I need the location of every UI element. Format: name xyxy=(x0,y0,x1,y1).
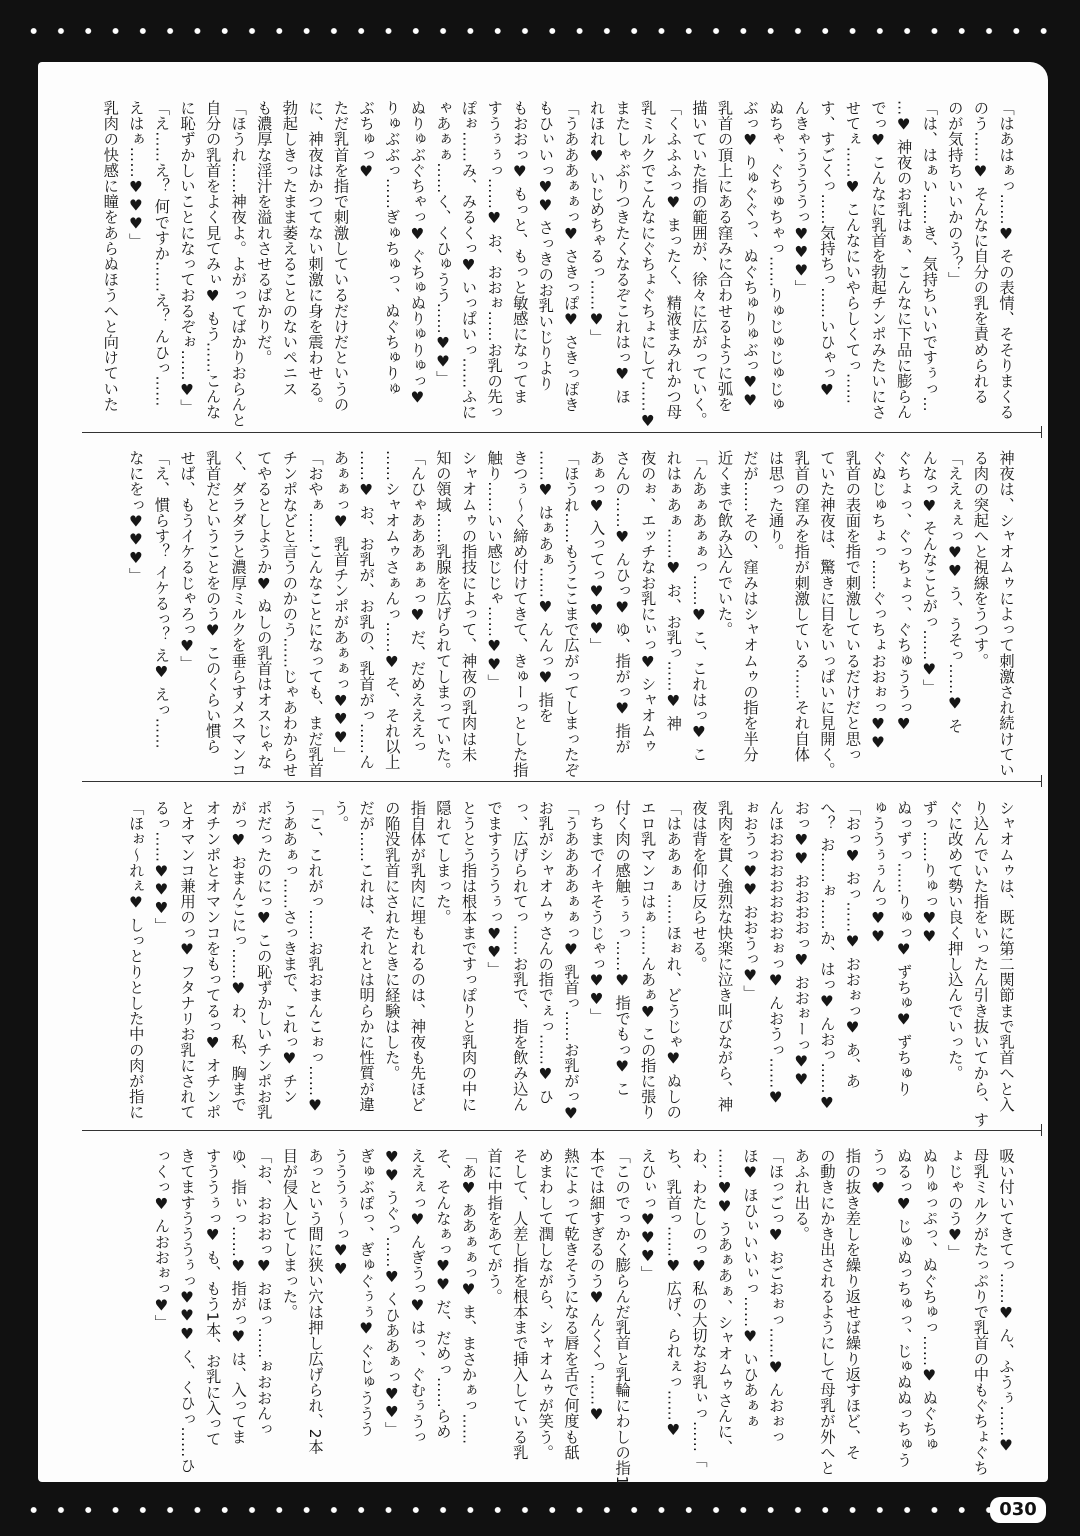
text-column: ぉおうっ♥♥ おおうっ♥」 xyxy=(741,800,760,1001)
text-column: ぬりゅっぷっ、ぬぐちゅっ……♥ ぬぐちゅ xyxy=(920,1148,939,1453)
text-column: れほれ♥ いじめちゃるっ……♥」 xyxy=(587,100,606,345)
text-column: …♥ 神夜のお乳はぁ、こんなに下品に膨らん xyxy=(894,100,913,420)
text-column: り込んでいた指をいったん引き抜いてから、す xyxy=(971,800,990,1128)
text-column: またしゃぶりつきたくなるぞこれはっ♥ ほ xyxy=(613,100,632,405)
text-column: きつぅ～く締め付けてきて、きゅーっとした指 xyxy=(510,450,529,778)
text-column: 「ほぉ～れぇ♥ しっとりとした中の肉が指に xyxy=(126,800,145,1120)
text-column: 近くまで飲み込んでいた。 xyxy=(715,450,734,638)
text-column: ぬるっ♥ じゅぬっちゅっ、じゅぬぬっちゅう xyxy=(894,1148,913,1468)
decorative-dot-border-bottom xyxy=(20,1504,990,1516)
text-column: 「はああぁぁ……ほぉれ、どうじゃ♥ ぬしの xyxy=(664,800,683,1120)
text-column: お乳がシャオムゥさんの指でぇっ……♥ ひ xyxy=(536,800,555,1105)
text-column: ぬりゅぶぐちゃっ♥ ぐちゅぬりゅりゅっ♥ xyxy=(408,100,427,407)
text-column: のう……♥ そんなに自分の乳を責められる xyxy=(971,100,990,405)
text-column: ていた神夜は、驚きに目をいっぱいに見開く。 xyxy=(817,450,836,778)
text-column: 神夜は、シャオムゥによって刺激され続けてい xyxy=(997,450,1015,778)
text-column: うううぅ～っ♥♥ xyxy=(331,1148,350,1279)
text-column: すううぅっ♥ も、もう1本、お乳に入って xyxy=(203,1148,222,1447)
text-column: 乳肉を貫く強烈な快楽に泣き叫びながら、神 xyxy=(715,800,734,1112)
text-column: 「こ、これがっ……お乳おまんこぉっ……♥ xyxy=(305,800,324,1115)
text-column: ♥♥ うぐっ……♥ くひああぁっ♥♥」 xyxy=(382,1148,401,1438)
text-column: もひぃいっ♥♥ さっきのお乳いじりより xyxy=(536,100,555,392)
text-column: なにをっ♥♥♥」 xyxy=(126,450,145,583)
text-column: あふれ出る。 xyxy=(792,1148,811,1242)
text-column: れはぁあぁ……♥ お、お乳っ……♥ 神 xyxy=(664,450,683,731)
text-column: っくっ♥ んおおぉっ♥」 xyxy=(152,1148,171,1331)
text-block-4 xyxy=(148,1148,1018,1486)
text-column: おっ♥♥ おおおおっ♥ おおぉーっ♥♥ xyxy=(792,800,811,1090)
text-column: ポだったのにっ♥ この恥ずかしいチンポお乳 xyxy=(254,800,273,1120)
text-column: 「ほうれ……神夜よ。よがってばかりおらんと xyxy=(229,100,248,428)
text-column: 「んひゃあああぁぁっ♥ だ、だめえええっ xyxy=(408,450,427,755)
text-column: 「うああああぁぁっ♥ 乳首っ……お乳がっ♥ xyxy=(561,800,580,1123)
text-column: さんの……♥ んひっ♥ ゆ、指がっ♥ 指が xyxy=(613,450,632,755)
text-column: ち、乳首っ……♥ 広げ、られぇっ……♥ xyxy=(664,1148,683,1440)
text-column: 乳首の窪みを指が刺激している……それ自体 xyxy=(792,450,811,762)
text-column: 「ほっごっ♥ おごおぉっ……♥ んおぉっ xyxy=(766,1148,785,1445)
text-column: ゆ、指ぃっ……♥ 指がっ♥ は、入ってま xyxy=(229,1148,248,1445)
text-column: ゅううぅぅんっ♥♥ xyxy=(869,800,888,946)
text-column: 触り……いい感じじゃ……♥♥」 xyxy=(485,450,504,690)
text-column: 「ほうれ……もうここまで広がってしまったぞ xyxy=(561,450,580,778)
text-column: 知の領域……乳腺を広げられてしまっていた。 xyxy=(433,450,452,778)
text-column: っちまでイキそうじゃっ♥♥」 xyxy=(587,800,606,1024)
text-column: んきゃううううっ♥♥♥」 xyxy=(792,100,811,296)
text-column: すうぅぅっ……♥ お、おおぉ……お乳の先っ xyxy=(485,100,504,420)
text-column: とうとう指は根本まですっぽりと乳肉の中に xyxy=(459,800,478,1112)
text-block-1 xyxy=(97,100,1018,430)
text-column: 「ええぇぇっ♥♥ う、うそっ……♥ そ xyxy=(945,450,964,734)
text-column: ぬちゃ、ぐちゅちゃっ……りゅじゅじゅじゅ xyxy=(766,100,785,412)
text-column: ……♥ はぁあぁ……♥ んんっ♥ 指を xyxy=(536,450,555,724)
section-divider xyxy=(82,781,1042,782)
text-column: ょじゃのう♥」 xyxy=(945,1148,964,1260)
text-column: ぐちょっ、ぐっちょっ、ぐちゅううっ♥ xyxy=(894,450,913,734)
text-column: 「あ♥ ああぁぁっ♥ ま、まさかぁっ…… xyxy=(459,1148,478,1445)
text-column: 夜のぉ、エッチなお乳にぃっ♥ シャオムゥ xyxy=(638,450,657,755)
text-column: の動きにかき出されるようにして母乳が外へと xyxy=(817,1148,836,1476)
text-column: ずっ……りゅっ♥♥ xyxy=(920,800,939,946)
text-column: 母乳ミルクがたっぷりで乳首の中もぐちょぐち xyxy=(971,1148,990,1476)
text-column: シャオムゥは、既に第二関節まで乳首へと入 xyxy=(997,800,1015,1112)
text-column: へ？ お……ぉ……か、はっ♥ んおっ……♥ xyxy=(817,800,836,1113)
text-column: せば、もうイケるじゃろっ♥」 xyxy=(178,450,196,672)
text-column: 「お、おおおっ♥ おほっ……ぉおおんっ xyxy=(254,1148,273,1437)
text-column: もおおっ♥ もっと、もっと敏感になってま xyxy=(510,100,529,405)
text-column: んほおおおおおおおぉっ♥ んおうっ……♥ xyxy=(766,800,785,1107)
text-column: そ、そんなぁっ♥♥ だ、だめっ……らめ xyxy=(433,1148,452,1440)
text-column: に、神夜はかつてない刺激に身を震わせる。 xyxy=(305,100,324,412)
text-column: ぽぉ……み、みるくっ♥ いっぱいっ……ふに xyxy=(459,100,478,420)
section-divider xyxy=(82,432,1042,433)
text-column: 乳首の表面を指で刺激しているだけだと思っ xyxy=(843,450,862,762)
page-number: 030 xyxy=(990,1497,1046,1523)
text-column: 目が侵入してしまった。 xyxy=(280,1148,299,1320)
text-column: 「え、慣らす？ イケるっ？ え♥ えっ…… xyxy=(152,450,171,749)
text-column: す、すごくっ……気持ちっ……いひゃっ♥ xyxy=(817,100,836,400)
text-column: 「は、はぁい……き、気持ちいいですぅっ… xyxy=(920,100,939,412)
text-column: わ、わたしのっ♥ 私の大切なお乳ぃっ……「 xyxy=(689,1148,708,1468)
text-column: でますうううぅっ♥♥」 xyxy=(485,800,504,977)
text-column: ぐに改めて勢い良く押し込んでいった。 xyxy=(945,800,964,1081)
text-column: そして、人差し指を根本まで挿入している乳 xyxy=(510,1148,529,1460)
text-column: 乳ミルクでこんなにぐちょぐちょにして……♥ xyxy=(638,100,657,431)
text-column: シャオムゥの指技によって、神夜の乳肉は未 xyxy=(459,450,478,762)
text-column: あっという間に狭い穴は押し広げられ、2本 xyxy=(305,1148,324,1455)
text-column: 「くふふふっ♥ まったく、精液まみれかつ母 xyxy=(664,100,683,420)
text-column: に恥ずかしいことになっておるぞぉ……♥」 xyxy=(178,100,196,415)
section-divider xyxy=(82,1130,1042,1131)
text-column: 本では細すぎるのう♥ んくくっ……♥ xyxy=(587,1148,606,1424)
text-column: 描いていた指の範囲が、徐々に広がっていく。 xyxy=(689,100,708,428)
text-column: エロ乳マンコはぁ……んあぁ♥ この指に張り xyxy=(638,800,657,1120)
text-column: ぶっ♥ りゅぐぐっ、ぬぐちゅりゅぶっ♥♥ xyxy=(741,100,760,410)
text-column: 熱によって乾きそうになる唇を舌で何度も舐 xyxy=(561,1148,580,1460)
text-column: オチンポとオマンコをもってるっ♥ オチンポ xyxy=(203,800,222,1120)
text-column: 乳首の頂上にある窪みに合わせるように弧を xyxy=(715,100,734,412)
text-column: んなっ♥ そんなことがっ……♥」 xyxy=(920,450,939,695)
text-column: 隠れてしまった。 xyxy=(433,800,452,925)
text-column: きてますうううぅっ♥♥♥ く、くひっ……ひ xyxy=(178,1148,196,1474)
text-column: あぁぁっ♥ 乳首チンポがあぁぁっ♥♥♥」 xyxy=(331,450,350,763)
text-column: 勃起しきったまま萎えることのないペニス xyxy=(280,100,299,397)
text-column: だが……その、窪みはシャオムゥの指を半分 xyxy=(741,450,760,762)
text-column: 自分の乳首をよく見てみぃ♥ もう……こんな xyxy=(203,100,222,420)
text-column: ……シャオムゥさぁんっ……♥ そ、それ以上 xyxy=(382,450,401,770)
text-column: りゅぶぶっ……ぎゅちゅっ、ぬぐちゅりゅ xyxy=(382,100,401,397)
text-column: 「はあはぁっ……♥ その表情、そそりまくる xyxy=(997,100,1015,420)
decorative-dot-border-top xyxy=(20,25,1060,37)
text-column: ……♥♥ うあぁあぁ、シャオムゥさんに、 xyxy=(715,1148,734,1455)
text-column: 「え……え？ 何ですか……え？ んひっ…… xyxy=(152,100,171,407)
text-column: う。 xyxy=(331,800,350,832)
text-column: チンポなどと言うのかのう……じゃあわからせ xyxy=(280,450,299,778)
text-column: るっ……♥♥♥」 xyxy=(152,800,171,933)
text-column: ぐぬじゅちょっ……ぐっちょおおぉっ♥♥ xyxy=(869,450,888,752)
text-block-3 xyxy=(122,800,1018,1128)
text-column: うっ♥ xyxy=(869,1148,888,1198)
text-column: せてぇ……♥ こんなにいやらしくてっ…… xyxy=(843,100,862,405)
text-column: 「おっ♥ おっ……♥ おおぉっ♥ あ、あ xyxy=(843,800,862,1089)
text-column: のが気持ちいいかのう？」 xyxy=(945,100,964,288)
text-column: 乳肉の快感に瞳をあらぬほうへと向けていた xyxy=(101,100,120,412)
text-column: ぶちゅっ♥ xyxy=(357,100,376,181)
text-column: ええぇっ♥ んぎうっ♥ はっ、ぐむぅうっ xyxy=(408,1148,427,1445)
text-column: だが……これは、それとは明らかに性質が違 xyxy=(357,800,376,1112)
text-column: る肉の突起へと視線をうつす。 xyxy=(971,450,990,669)
text-column: く、ダラダラと濃厚ミルクを垂らすメスマンコ xyxy=(229,450,248,778)
text-column: えひぃっ♥♥♥」 xyxy=(638,1148,657,1281)
text-column: ぬっずっ……りゅっ♥ ずちゅ♥ ずちゅり xyxy=(894,800,913,1097)
text-column: ゃあぁぁ……く、くひゅうう……♥♥」 xyxy=(433,100,452,387)
text-column: てやるとしようか♥ ぬしの乳首はオスじゃな xyxy=(254,450,273,770)
text-column: ただ乳首を指で刺激しているだけだというの xyxy=(331,100,350,412)
text-column: ……♥ お、お乳が、お乳の、乳首がっ……ん xyxy=(357,450,376,770)
text-column: とオマンコ兼用のっ♥ フタナリお乳にされて xyxy=(178,800,196,1120)
text-column: ほ♥ ほひぃいいぃっ……♥ いひあぁぁ xyxy=(741,1148,760,1429)
text-column: あぁっ♥ 入ってっ♥♥♥」 xyxy=(587,450,606,654)
text-block-2 xyxy=(122,450,1018,778)
text-column: うああぁっ……さっきまで、これっ♥ チン xyxy=(280,800,299,1105)
text-column: 指の抜き差しを繰り返せば繰り返すほど、そ xyxy=(843,1148,862,1460)
text-column: ぎゅぶぽっ、ぎゅぐぅぅ♥ ぐじゅううう xyxy=(357,1148,376,1437)
text-column: も濃厚な淫汁を溢れさせるばかりだ。 xyxy=(254,100,273,366)
text-column: 「おやぁ……こんなことになっても、まだ乳首 xyxy=(305,450,324,778)
text-column: えはぁ……♥♥♥」 xyxy=(126,100,145,249)
text-column: 「うあああぁぁっ♥ さきっぽ♥ さきっぽき xyxy=(561,100,580,413)
text-column: でっ♥ こんなに乳首を勃起チンポみたいにさ xyxy=(869,100,888,420)
text-column: 首に中指をあてがう。 xyxy=(485,1148,504,1304)
text-column: めまわして潤しながら、シャオムゥが笑う。 xyxy=(536,1148,555,1460)
text-column: の陥没乳首にされたときに経験はした。 xyxy=(382,800,401,1081)
text-column: 乳首だということをのう♥ このくらい慣ら xyxy=(203,450,222,755)
text-column: 「んあぁあぁぁっ……♥ こ、これはっ♥ こ xyxy=(689,450,708,763)
text-column: は思った通り。 xyxy=(766,450,785,560)
text-column: っ、広げられてっ……お乳で、指を飲み込ん xyxy=(510,800,529,1112)
text-column: 付く肉の感触ぅぅっ……♥ 指でもっ♥ こ xyxy=(613,800,632,1097)
text-column: 「このでっかく膨らんだ乳首と乳輪にわしの指1 xyxy=(613,1148,632,1486)
text-column: がっ♥ おまんこにっ……♥ わ、私、胸まで xyxy=(229,800,248,1113)
text-column: 指自体が乳肉に埋もれるのは、神夜も先ほど xyxy=(408,800,427,1112)
text-column: 夜は背を仰け反らせる。 xyxy=(689,800,708,972)
text-column: 吸い付いてきてっ……♥ ん、ふうぅ……♥ xyxy=(997,1148,1015,1455)
